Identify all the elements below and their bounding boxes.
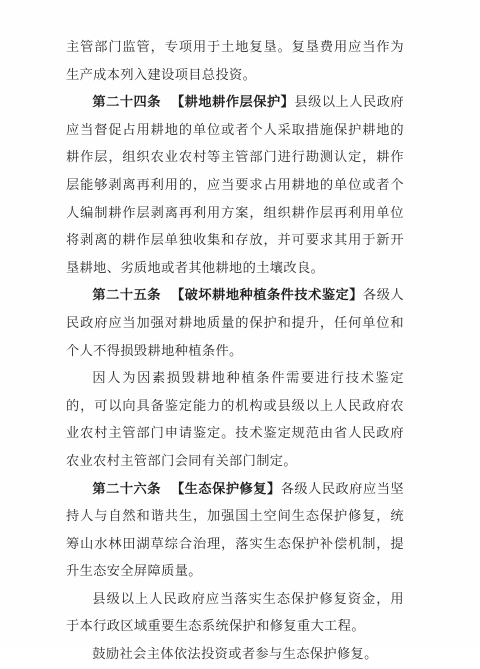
article-number: 第二十四条 xyxy=(92,95,161,111)
paragraph-text: 主管部门监管，专项用于土地复垦。复垦费用应当作为生产成本列入建设项目总投资。 xyxy=(66,40,404,83)
article-26-paragraph-3 xyxy=(66,641,404,669)
article-25-paragraph-2 xyxy=(66,365,404,475)
article-title: 【破坏耕地种植条件技术鉴定】 xyxy=(170,288,363,304)
article-title: 【生态保护修复】 xyxy=(170,481,281,497)
article-26-paragraph-2 xyxy=(66,586,404,641)
article-24 xyxy=(66,89,404,282)
paragraph-text: 县级以上人民政府应当督促占用耕地的单位或者个人采取措施保护耕地的耕作层，组织农业农村等主管部门进行勘测认定，耕作层能够剥离再利用的，应当要求占用耕地的单位或者个人编制耕作层剥离再利用方案，组织耕作层再利用单位将剥离的耕作层单独收集和存放，并可要求其用于新开垦耕地、劣质地或者其他耕地的土壤改良。 xyxy=(66,95,404,276)
paragraph-text: 各级人民政府应当坚持人与自然和谐共生，加强国土空间生态保护修复，统筹山水林田湖草综合治理，落实生态保护补偿机制，提升生态安全屏障质量。 xyxy=(66,481,404,580)
paragraph-text: 县级以上人民政府应当落实生态保护修复资金，用于本行政区域重要生态系统保护和修复重大工程。 xyxy=(66,591,404,635)
article-number: 第二十五条 xyxy=(92,288,161,304)
paragraph-text: 各级人民政府应当加强对耕地质量的保护和提升，任何单位和个人不得损毁耕地种植条件。 xyxy=(66,288,405,359)
article-26 xyxy=(66,476,404,586)
article-title: 【耕地耕作层保护】 xyxy=(170,95,295,111)
paragraph-text: 鼓励社会主体依法投资或者参与生态保护修复。 xyxy=(92,647,378,663)
article-number: 第二十六条 xyxy=(92,481,161,497)
article-25 xyxy=(66,282,404,365)
paragraph-text: 因人为因素损毁耕地种植条件需要进行技术鉴定的，可以向具备鉴定能力的机构或县级以上人民政府农业农村主管部门申请鉴定。技术鉴定规范由省人民政府农业农村主管部门会同有关部门制定。 xyxy=(66,371,404,469)
paragraph-continuation xyxy=(66,34,404,89)
